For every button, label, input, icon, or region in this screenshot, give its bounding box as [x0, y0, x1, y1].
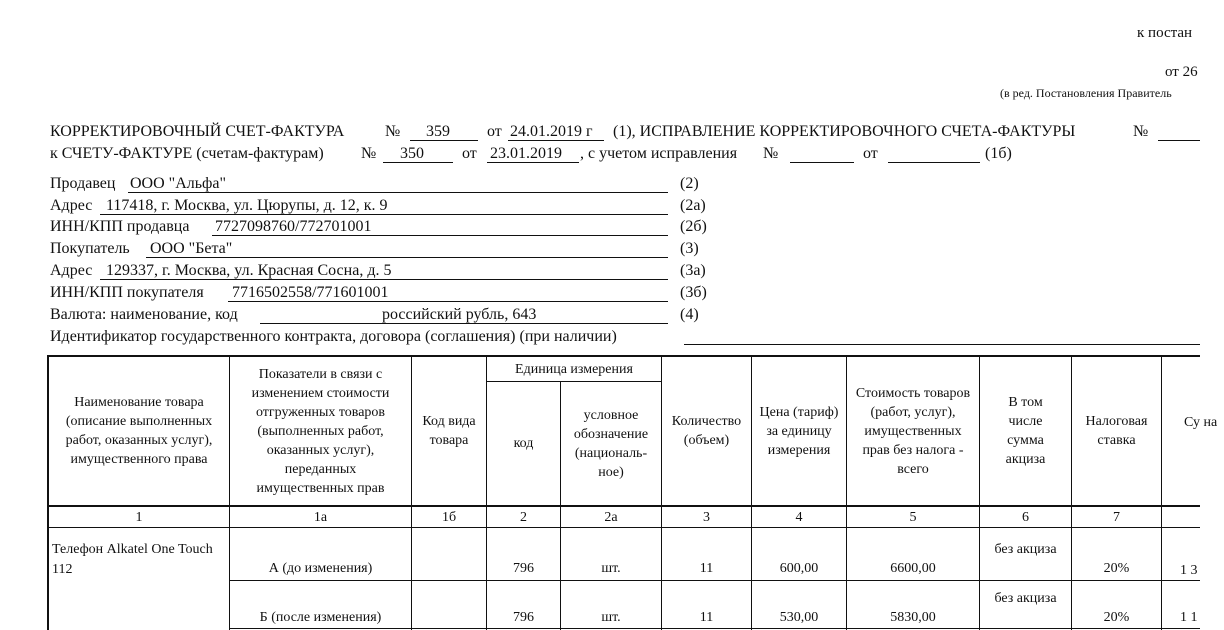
row-b-qty: 11: [699, 610, 714, 625]
row-a-unit-code: 796: [513, 561, 534, 576]
invoice-number: 359: [426, 123, 450, 140]
header-name: Наименование товара (описание выполненных работ, оказанных услуг), имущественного права: [65, 395, 213, 467]
row-b-indicator: Б (после изменения): [259, 610, 382, 625]
col-number-7: 7: [1113, 509, 1120, 525]
seller-mark: (2): [680, 175, 699, 192]
buyer-inn-underline: [228, 301, 668, 302]
col-number-6: 6: [1022, 509, 1029, 525]
seller-inn-mark: (2б): [680, 218, 707, 235]
row-b-price: 530,00: [779, 610, 819, 625]
row-b-tax-partial: 1 1: [1180, 610, 1198, 625]
contract-underline: [684, 344, 1200, 345]
corner-line-2: от 26: [1165, 64, 1198, 80]
item-name: Телефон Alkatel One Touch 112: [52, 542, 213, 577]
number-sign-2: №: [1133, 123, 1149, 140]
corner-line-3: (в ред. Постановления Правитель: [1000, 86, 1172, 100]
row-a-excise: без акциза: [994, 542, 1057, 557]
currency-label: Валюта: наименование, код: [50, 306, 238, 323]
correction-number-underline: [1158, 140, 1200, 141]
row-b-unit-name: шт.: [601, 610, 621, 625]
header-unit-name: условное обозначение (националь-ное): [573, 407, 649, 480]
to-from-label: от: [462, 145, 477, 162]
row-b-bottom-border: [229, 628, 1200, 629]
col-number-1: 1: [135, 509, 143, 525]
row-b-excise: без акциза: [994, 591, 1057, 606]
header-unit-group: Единица измерения: [515, 361, 633, 377]
row-b-rate: 20%: [1103, 610, 1130, 625]
row-a-tax-partial: 1 3: [1180, 563, 1198, 578]
corner-line-1: к постан: [1137, 25, 1193, 41]
buyer-inn-label: ИНН/КПП покупателя: [50, 284, 204, 301]
currency-underline: [260, 323, 668, 324]
col-number-1a: 1а: [313, 509, 328, 525]
seller-address-value: 117418, г. Москва, ул. Цюрупы, д. 12, к. 9: [106, 197, 388, 214]
buyer-underline: [146, 257, 668, 258]
buyer-address-label: Адрес: [50, 262, 93, 279]
seller-value: ООО "Альфа": [130, 175, 227, 192]
buyer-inn-mark: (3б): [680, 284, 707, 301]
header-price: Цена (тариф) за единицу измерения: [759, 404, 839, 458]
correction-number-blank: [790, 162, 854, 163]
seller-inn-underline: [212, 235, 668, 236]
to-invoice-label: к СЧЕТУ-ФАКТУРЕ (счетам-фактурам): [50, 145, 324, 162]
seller-inn-label: ИНН/КПП продавца: [50, 218, 190, 235]
header-excise: В том числе сумма акциза: [1005, 395, 1046, 467]
row-a-qty: 11: [699, 561, 714, 576]
header-kind-code: Код вида товара: [422, 414, 476, 448]
header-tax-partial: Су на: [1184, 415, 1218, 430]
row-a-indicator: А (до изменения): [268, 561, 373, 576]
header-qty: Количество (объем): [671, 414, 742, 448]
col-number-5: 5: [909, 509, 917, 525]
correction-title: (1), ИСПРАВЛЕНИЕ КОРРЕКТИРОВОЧНОГО СЧЕТА-ФАКТУРЫ: [613, 123, 1076, 140]
row-b-cost: 5830,00: [890, 610, 936, 625]
col-number-2a: 2а: [604, 509, 618, 525]
number-sign: №: [385, 123, 401, 140]
from-label: от: [487, 123, 502, 140]
seller-label: Продавец: [50, 175, 116, 192]
currency-value: российский рубль, 643: [382, 306, 537, 323]
col-line-10: [1161, 355, 1162, 630]
header-cost: Стоимость товаров (работ, услуг), имущественных прав без налога - всего: [855, 385, 971, 477]
row-a-price: 600,00: [779, 561, 819, 576]
correction-label: , с учетом исправления: [580, 145, 738, 162]
row-a-unit-name: шт.: [601, 561, 621, 576]
buyer-label: Покупатель: [50, 240, 130, 257]
correction-date-blank: [888, 162, 980, 163]
to-invoice-date: 23.01.2019: [490, 145, 562, 162]
to-number-sign: №: [361, 145, 377, 162]
invoice-title: КОРРЕКТИРОВОЧНЫЙ СЧЕТ-ФАКТУРА: [50, 123, 345, 140]
row-a-cost: 6600,00: [890, 561, 936, 576]
row-a-kind-code: [412, 528, 486, 580]
col-number-1b: 1б: [441, 509, 457, 525]
seller-underline: [128, 192, 668, 193]
col-number-3: 3: [703, 509, 710, 525]
to-invoice-number: 350: [400, 145, 424, 162]
correction-number-sign: №: [763, 145, 779, 162]
seller-address-underline: [100, 214, 668, 215]
buyer-address-underline: [100, 279, 668, 280]
invoice-date: 24.01.2019 г: [510, 123, 593, 140]
seller-address-label: Адрес: [50, 197, 93, 214]
header-rate: Налоговая ставка: [1085, 414, 1148, 448]
row-a-rate: 20%: [1103, 561, 1130, 576]
to-invoice-mark: (1б): [985, 145, 1012, 162]
row-b-kind-code: [412, 581, 486, 628]
buyer-address-value: 129337, г. Москва, ул. Красная Сосна, д. 5: [106, 262, 392, 279]
seller-address-mark: (2а): [680, 197, 706, 214]
correction-from-label: от: [863, 145, 878, 162]
contract-label: Идентификатор государственного контракта, договора (соглашения) (при наличии): [50, 328, 617, 345]
buyer-value: ООО "Бета": [150, 240, 233, 257]
row-b-unit-code: 796: [513, 610, 534, 625]
col-number-2: 2: [520, 509, 527, 525]
buyer-mark: (3): [680, 240, 699, 257]
buyer-address-mark: (3а): [680, 262, 706, 279]
col-number-4: 4: [795, 509, 803, 525]
header-unit-code: код: [513, 436, 534, 451]
header-indicators: Показатели в связи с изменением стоимости отгруженных товаров (выполненных работ, оказанных услуг), переданных имущественных прав: [251, 366, 390, 496]
seller-inn-value: 7727098760/772701001: [215, 218, 372, 235]
buyer-inn-value: 7716502558/771601001: [232, 284, 389, 301]
currency-mark: (4): [680, 306, 699, 323]
